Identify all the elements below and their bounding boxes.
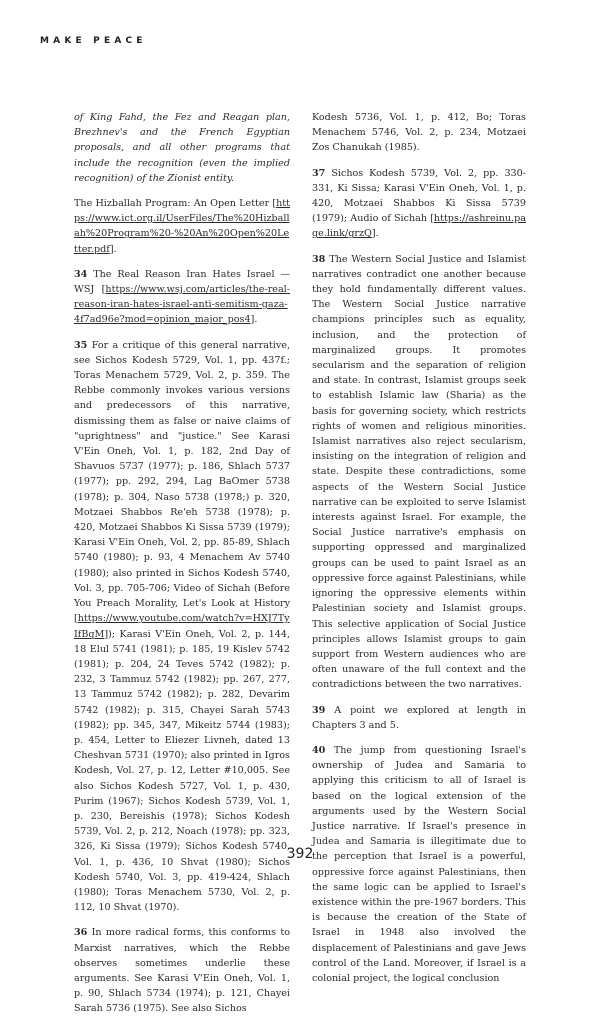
note-35-text: For a critique of this general narrative, see Sichos Kodesh 5729, Vol. 1, pp. 437f.; Toras Menachem 5729, Vol. 2, p. 359. The Rebbe commonly invokes various versions and predecessors of this narrative, dismissing them as false or naive claims of "uprightness" and "justice." See Karasi V'Ein Oneh, Vol. 1, p. 182, 2nd Day of Shavuos 5737 (1977); p. 186, Shlach 5737 (1977); pp. 292, 294, Lag BaOmer 5738 (1978); p. 304, Naso 5738 (1978;) p. 320, Motzaei Shabbos Re'eh 5738 (1978); p. 420, Motzaei Shabbos Ki Sissa 5739 (1979); Karasi V'Ein Oneh, Vol. 2, pp. 85-89, Shlach 5740 (1980); p. 93, 4 Menachem Av 5740 (1980); also printed in Sichos Kodesh 5740, Vol. 3, pp. 705-706; Video of Sichah (Before You Preach Morality, Let's Look at History [ <box>74 339 290 625</box>
note-36-continuation: Kodesh 5736, Vol. 1, p. 412, Bo; Toras Menachem 5746, Vol. 2, p. 234, Motzaei Zos Chanukah (1985). <box>312 112 526 154</box>
note-36-text: In more radical forms, this conforms to Marxist narratives, which the Rebbe observes sometimes underlie these arguments. See Karasi V'Ein Oneh, Vol. 1, p. 90, Shlach 5734 (1974); p. 121, Chayei Sarah 5736 (1975). See also Sichos <box>74 927 290 1015</box>
note-34-number: 34 <box>74 268 88 280</box>
note-37 <box>312 166 526 242</box>
hizballah-text: The Hizballah Program: An Open Letter [ <box>74 198 277 210</box>
note-38-text: The Western Social Justice and Islamist narratives contradict one another because they hold fundamentally different values. The Western Social Justice narrative champions principles such as equality, inclusion, and the protection of marginalized groups. It promotes secularism and the separation of religion and state. In contrast, Islamist groups seek to establish Islamic law (Sharia) as the basis for governing society, which restricts rights of women and religious minorities. Islamist narratives also reject secularism, insisting on the integration of religion and state. Despite these contradictions, some aspects of the Western Social Justice narrative can be exploited to serve Islamist interests against Israel. For example, the Social Justice narrative's emphasis on supporting oppressed and marginalized groups can be used to paint Israel as an oppressive force against Palestinians, while ignoring the oppressive elements within Palestinian society and Islamist groups. This selective application of Social Justice principles allows Islamist groups to gain support from Western audiences who are often unaware of the full context and the contradictions between the two narratives. <box>312 253 526 691</box>
note-35-number: 35 <box>74 339 88 351</box>
right-column <box>312 110 526 996</box>
hizballah-link[interactable]: https://www.ict.org.il/UserFiles/The%20Hizballah%20Program%20-%20An%20Open%20Letter.pdf <box>74 198 290 255</box>
note-40-text: The jump from questioning Israel's ownership of Judea and Samaria to applying this criticism to all of Israel is based on the logical extension of the arguments used by the Western Social Justice narrative. If Israel's presence in Judea and Samaria is illegitimate due to the perception that Israel is a powerful, oppressive force against Palestinians, then the same logic can be applied to Israel's existence within the pre-1967 borders. This is because the creation of the State of Israel in 1948 also involved the displacement of Palestinians and gave Jews control of the Land. Moreover, if Israel is a colonial project, the logical conclusion <box>312 744 526 984</box>
note-35 <box>74 338 290 916</box>
note-35-link[interactable]: https://www.youtube.com/watch?v=HXJ7TyIfBqM <box>74 613 290 640</box>
note-37-link[interactable]: https://ashreinu.page.link/grzQ <box>312 213 526 240</box>
note-37-text: Sichos Kodesh 5739, Vol. 2, pp. 330-331, Ki Sissa; Karasi V'Ein Oneh, Vol. 1, p. 420, Motzaei Shabbos Ki Sissa 5739 (1979); Audio of Sichah [ <box>312 167 526 225</box>
note-35-text-2: ]); Karasi V'Ein Oneh, Vol. 2, p. 144, 18 Elul 5741 (1981); p. 185, 19 Kislev 5742 (1981); p. 204, 24 Teves 5742 (1982); p. 232, 3 Tammuz 5742 (1982); pp. 267, 277, 13 Tammuz 5742 (1982); p. 282, Devarim 5742 (1982); p. 315, Chayei Sarah 5743 (1982); pp. 345, 347, Mikeitz 5744 (1983); p. 454, Letter to Eliezer Livneh, dated 13 Cheshvan 5731 (1970); also printed in Igros Kodesh, Vol. 27, p. 12, Letter #10,005. See also Sichos Kodesh 5727, Vol. 1, p. 430, Purim (1967); Sichos Kodesh 5739, Vol. 1, p. 230, Bereishis (1978); Sichos Kodesh 5739, Vol. 2, p. 212, Noach (1978); pp. 323, 326, Ki Sissa (1979); Sichos Kodesh 5740, Vol. 1, p. 436, 10 Shvat (1980); Sichos Kodesh 5740, Vol. 3, pp. 419-424, Shlach (1980); Toras Menachem 5730, Vol. 2, p. 112, 10 Shvat (1970). <box>74 628 290 914</box>
note-39 <box>312 703 526 733</box>
page-number: 392 <box>286 846 314 862</box>
note-40 <box>312 743 526 986</box>
running-header: MAKE PEACE <box>40 36 147 46</box>
note-39-number: 39 <box>312 704 326 716</box>
note-37-end: ]. <box>371 228 379 240</box>
note-38 <box>312 252 526 693</box>
hizballah-end: ]. <box>109 243 117 255</box>
note-36-number: 36 <box>74 927 88 939</box>
note-34 <box>74 267 290 328</box>
note-39-text: A point we explored at length in Chapters 3 and 5. <box>312 704 526 731</box>
hizballah-citation <box>74 196 290 257</box>
left-column <box>74 110 290 1027</box>
note-40-number: 40 <box>312 744 326 756</box>
note-34-link[interactable]: https://www.wsj.com/articles/the-real-reason-iran-hates-israel-anti-semitism-gaza-4f7ad96e?mod=opinion_major_pos4 <box>74 284 290 326</box>
note-34-continuation <box>74 110 290 186</box>
note-38-number: 38 <box>312 253 326 265</box>
note-36 <box>74 925 290 1016</box>
note-34-end: ]. <box>250 314 258 326</box>
note-34-text: The Real Reason Iran Hates Israel — WSJ [ <box>74 268 290 296</box>
note-34-cont-text: of King Fahd, the Fez and Reagan plan, Brezhnev's and the French Egyptian proposals, and all other programs that include the recognition (even the implied recognition) of the Zionist entity. <box>74 112 290 184</box>
note-37-number: 37 <box>312 167 326 179</box>
